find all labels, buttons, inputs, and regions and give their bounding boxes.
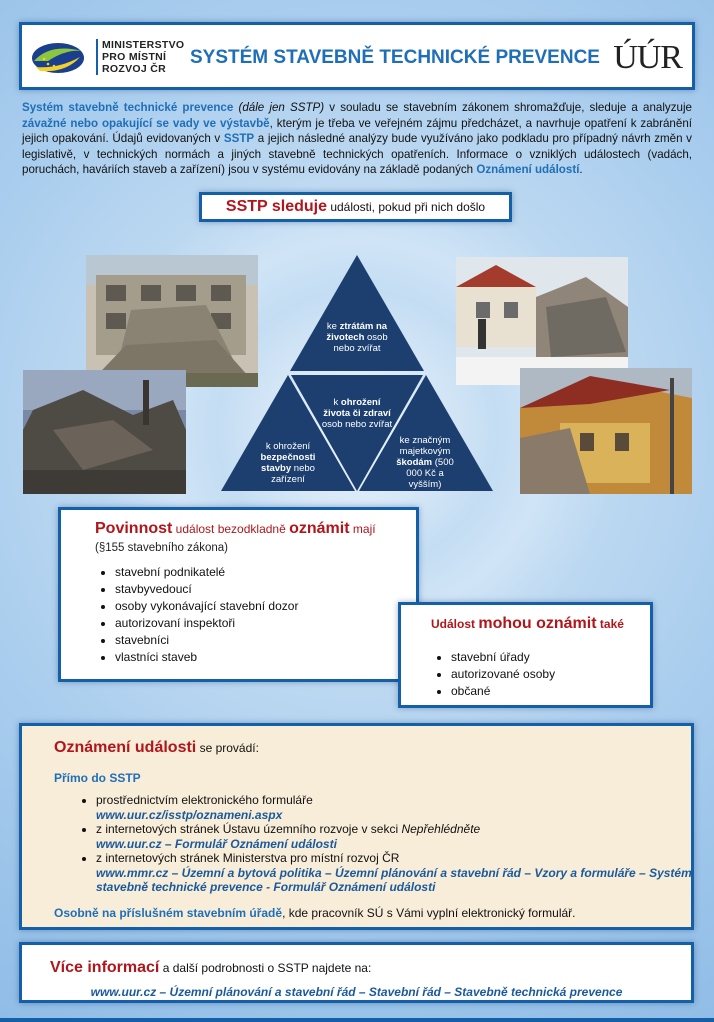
sstp-tracks-box: SSTP sleduje události, pokud při nich došlo	[199, 192, 512, 222]
page-title: SYSTÉM STAVEBNĚ TECHNICKÉ PREVENCE	[190, 47, 600, 68]
list-item: • autorizovaní inspektoři	[115, 615, 298, 632]
triangle-top-text: ke ztrátám na životech osob nebo zvířat	[326, 321, 388, 354]
may-list	[433, 649, 555, 700]
mmr-form-link[interactable]: www.mmr.cz – Územní a bytová politika – Územní plánování a stavební řád – Vzory a formuláře – Systém stavebně technické prevence - Formulář Oznámení události	[96, 865, 692, 894]
duty-list	[97, 564, 298, 666]
report-title: Oznámení události se provádí:	[54, 739, 259, 756]
list-item: • osoby vykonávající stavební dozor	[115, 598, 298, 615]
list-item: • občané	[451, 683, 555, 700]
list-item: • stavební podnikatelé	[115, 564, 298, 581]
mmr-logo-icon	[30, 39, 86, 77]
duty-to-report-box	[58, 507, 419, 682]
triangle-right-text: ke značným majetkovým škodám (500 000 Kč a vyšším)	[396, 435, 454, 490]
more-info-link[interactable]: www.uur.cz – Územní plánování a stavební řád – Stavební řád – Stavebně technická prevence	[90, 985, 623, 999]
more-title: Více informací a další podrobnosti o SSTP najdete na:	[50, 959, 372, 976]
list-item: • stavební úřady	[451, 649, 555, 666]
list-item: • autorizované osoby	[451, 666, 555, 683]
duty-subtitle: (§155 stavebního zákona)	[95, 542, 228, 554]
photo-ruined-factory	[23, 370, 186, 494]
report-list	[76, 793, 696, 895]
report-subtitle: Přímo do SSTP	[54, 771, 141, 785]
consequences-triangle	[221, 253, 493, 495]
uur-logo: ÚÚR	[613, 39, 682, 76]
triangle-left-text: k ohrožení bezpečnosti stavby nebo zařízení	[260, 441, 316, 485]
may-report-box	[398, 602, 653, 708]
uur-form-link[interactable]: www.uur.cz – Formulář Oznámení události	[96, 836, 337, 851]
list-item: • stavbyvedoucí	[115, 581, 298, 598]
ministry-name: MINISTERSTVO PRO MÍSTNÍ ROZVOJ ČR	[96, 39, 184, 75]
photo-damaged-yellow-house	[520, 368, 692, 494]
may-title: Událost mohou oznámit také	[431, 615, 624, 632]
more-info-box	[19, 942, 694, 1003]
duty-title: Povinnost událost bezodkladně oznámit mají	[95, 520, 376, 537]
list-item: • z internetových stránek Ústavu územního rozvoje v sekci Nepřehlédněte www.uur.cz – Formulář Oznámení události	[96, 822, 696, 851]
form-link[interactable]: www.uur.cz/isstp/oznameni.aspx	[96, 807, 283, 822]
how-to-report-box	[19, 723, 694, 930]
list-item: • z internetových stránek Ministerstva pro místní rozvoj ČR www.mmr.cz – Územní a bytová politika – Územní plánování a stavební řád – Vzory a formuláře – Systém stavebně technické prevence - Formulář Oznámení události	[96, 851, 696, 895]
bottom-divider	[0, 1018, 714, 1022]
header-banner	[19, 22, 695, 90]
list-item: • vlastníci staveb	[115, 649, 298, 666]
triangle-center-text: k ohrožení života či zdraví osob nebo zvířat	[321, 397, 393, 430]
intro-paragraph: Systém stavebně technické prevence (dále jen SSTP) v souladu se stavebním zákonem shromažďuje, sleduje a analyzuje závažné nebo opakující se vady ve výstavbě, kterým je třeba ve veřejném zájmu předcházet, a navrhuje opatření k zabránění jejich opakování. Údajů evidovaných v SSTP a jejich následné analýzy bude využíváno jako podkladu pro případný návrh změn v legislativě, v technických normách a jiných stavebně technických opatřeních. Informace o vzniklých událostech (vadách, poruchách, haváriích staveb a zařízení) jsou v systému evidovány na základě podaných Oznámení událostí.	[22, 101, 693, 177]
list-item: • stavebníci	[115, 632, 298, 649]
report-footnote: Osobně na příslušném stavebním úřadě, kde pracovník SÚ s Vámi vyplní elektronický formulář.	[54, 906, 576, 920]
list-item: • prostřednictvím elektronického formuláře www.uur.cz/isstp/oznameni.aspx	[96, 793, 696, 822]
